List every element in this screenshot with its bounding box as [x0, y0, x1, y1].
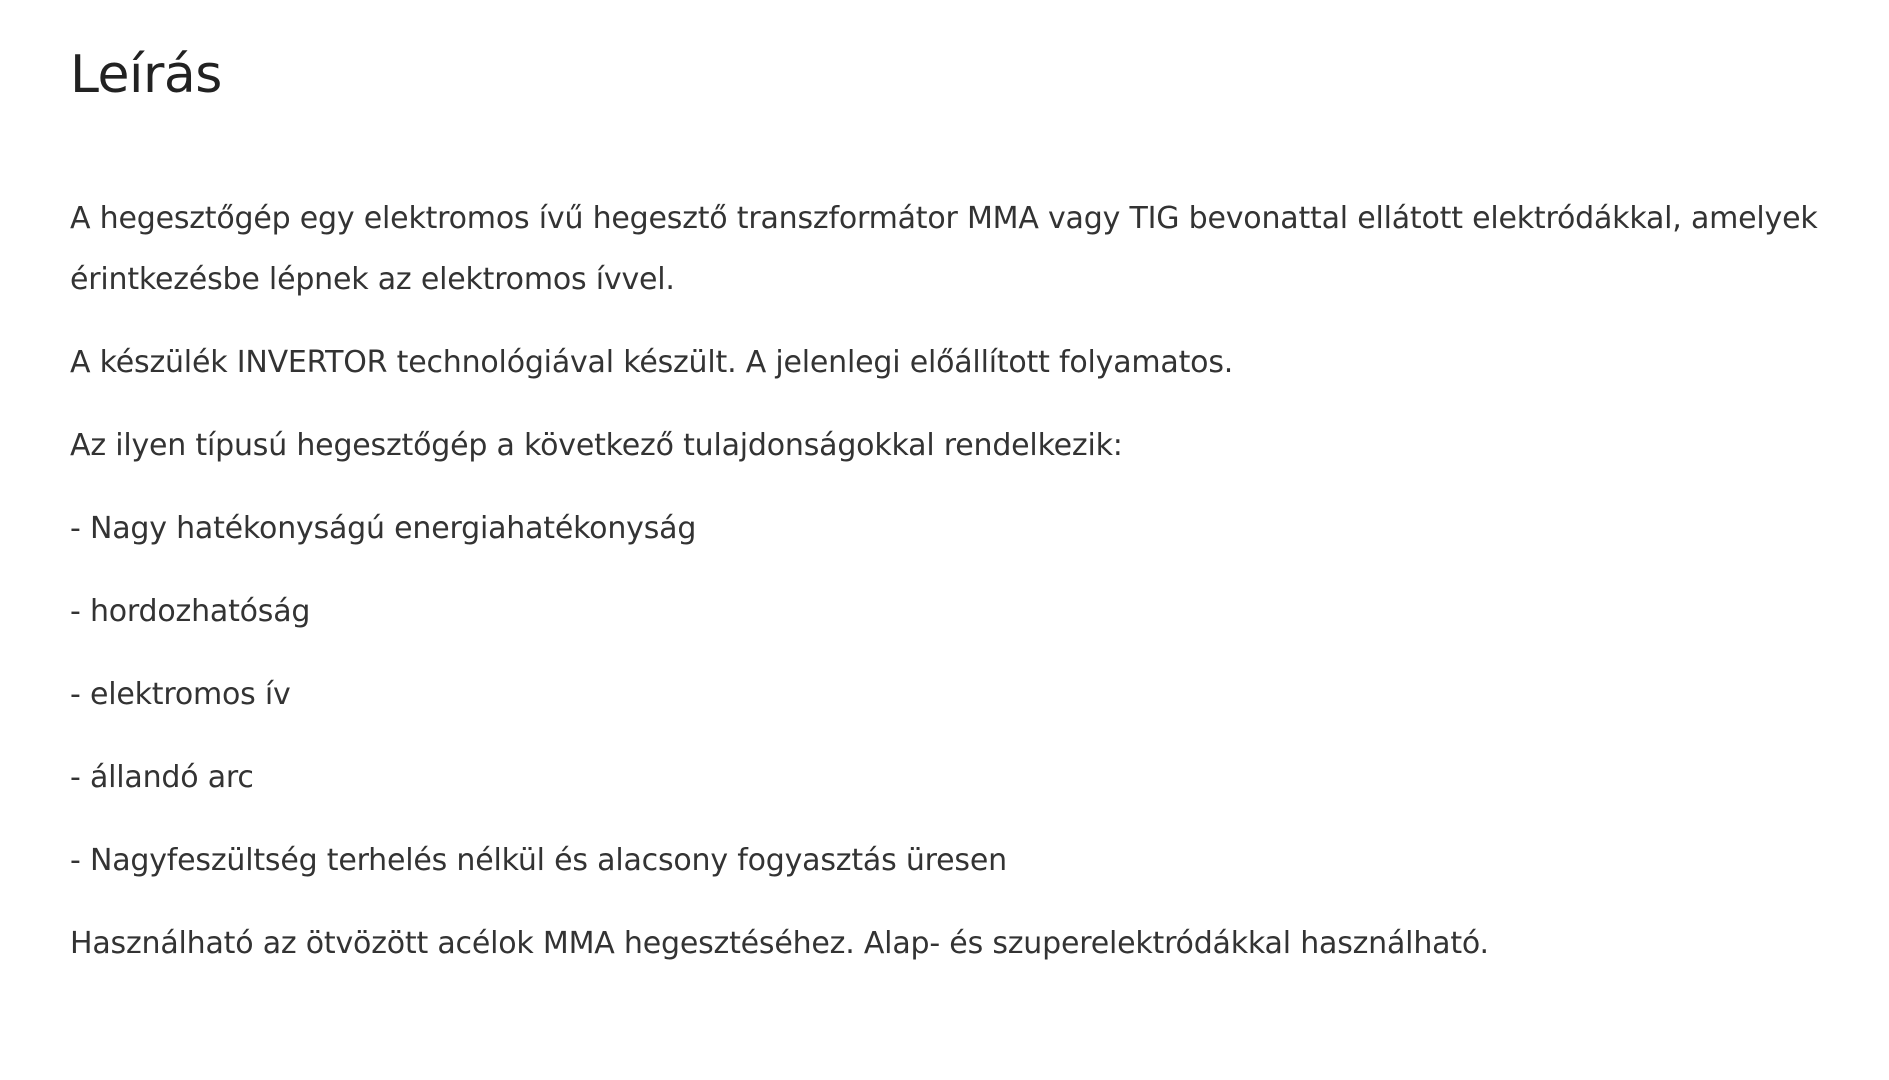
- paragraph-usage: Használható az ötvözött acélok MMA hegesztéséhez. Alap- és szuperelektródákkal használható.: [70, 926, 1489, 961]
- paragraph-technology: A készülék INVERTOR technológiával készült. A jelenlegi előállított folyamatos.: [70, 345, 1234, 380]
- feature-item: - állandó arc: [70, 760, 254, 795]
- feature-item: - Nagyfeszültség terhelés nélkül és alacsony fogyasztás üresen: [70, 843, 1007, 878]
- description-section: [70, 40, 1870, 996]
- feature-item: - Nagy hatékonyságú energiahatékonyság: [70, 511, 697, 546]
- description-body: [70, 188, 1870, 974]
- paragraph-features-intro: Az ilyen típusú hegesztőgép a következő tulajdonságokkal rendelkezik:: [70, 428, 1123, 463]
- feature-item: - hordozhatóság: [70, 594, 311, 629]
- section-title: Leírás: [70, 45, 222, 105]
- feature-item: - elektromos ív: [70, 677, 291, 712]
- paragraph-intro: A hegesztőgép egy elektromos ívű hegesztő transzformátor MMA vagy TIG bevonattal ellátott elektródákkal, amelyek érintkezésbe lépnek az elektromos ívvel.: [70, 201, 1818, 297]
